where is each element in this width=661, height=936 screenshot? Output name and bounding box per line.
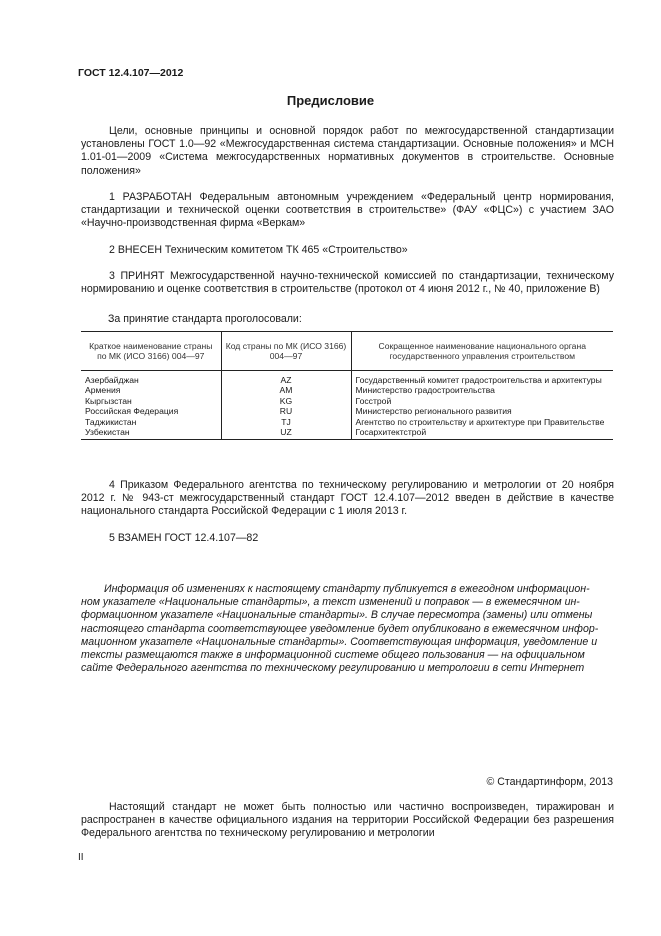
info-notice-line: Информация об изменениях к настоящему стандарту публикуется в ежегодном информацион- bbox=[104, 583, 590, 595]
cell-code: KG bbox=[221, 396, 351, 406]
cell-body: Государственный комитет градостроительства и архитектуры bbox=[351, 371, 613, 386]
cell-code: UZ bbox=[221, 427, 351, 440]
info-notice-line: ном указателе «Национальные стандарты», а текст изменений и поправок — в ежемесячном ин- bbox=[81, 596, 580, 609]
table-row bbox=[81, 371, 613, 386]
header-body: Сокращенное наименование национального органа государственного управления строительством bbox=[351, 332, 613, 371]
cell-country: Российская Федерация bbox=[85, 406, 179, 417]
cell-country: Узбекистан bbox=[81, 427, 221, 440]
header-country: Краткое наименование страны по МК (ИСО 3166) 004—97 bbox=[81, 332, 221, 371]
cell-body: Госстрой bbox=[351, 396, 613, 406]
table-row bbox=[81, 396, 613, 406]
info-notice-line: сайте Федерального агентства по техническому регулированию и метрологии в сети Интернет bbox=[81, 662, 585, 675]
page-number: II bbox=[78, 852, 84, 863]
info-notice-line: тексты размещаются также в информационной системе общего пользования — на официальном bbox=[81, 649, 585, 662]
item-order: 4 Приказом Федерального агентства по техническому регулированию и метрологии от 20 ноября 2012 г. № 943-ст межгосударственный стандарт ГОСТ 12.4.107—2012 введен в действие в качестве национального стандарта Российской Федерации с 1 июля 2013 г. bbox=[81, 479, 614, 518]
table-row bbox=[81, 427, 613, 440]
item-developed: 1 РАЗРАБОТАН Федеральным автономным учреждением «Федеральный центр нормирования, стандартизации и технической оценки соответствия в строительстве» (ФАУ «ФЦС») с участием ЗАО «Научно-производственная фирма «Веркам» bbox=[81, 191, 614, 230]
cell-code: TJ bbox=[221, 417, 351, 427]
info-notice-line: мационном указателе «Национальные стандарты». Соответствующая информация, уведомление и bbox=[81, 635, 598, 648]
cell-body: Министерство регионального развития bbox=[351, 406, 613, 416]
cell-country: Кыргызстан bbox=[85, 395, 132, 406]
cell-body: Министерство градостроительства bbox=[351, 385, 613, 395]
copyright: © Стандартинформ, 2013 bbox=[486, 776, 613, 788]
table-row bbox=[81, 417, 613, 427]
cell-country: Азербайджан bbox=[85, 375, 139, 385]
cell-code: AZ bbox=[221, 371, 351, 386]
reproduction-notice: Настоящий стандарт не может быть полностью или частично воспроизведен, тиражирован и распространен в качестве официального издания на территории Российской Федерации без разрешения Федерального агентства по техническому регулированию и метрологии bbox=[81, 801, 614, 840]
vote-table-header-row bbox=[81, 332, 613, 371]
info-notice-line: настоящего стандарта соответствующее уведомление будет опубликовано в ежемесячном инфор- bbox=[81, 622, 599, 635]
table-row bbox=[81, 406, 613, 416]
cell-body: Госархитектстрой bbox=[351, 427, 613, 440]
cell-code: RU bbox=[221, 406, 351, 416]
cell-country: Таджикистан bbox=[85, 416, 137, 427]
item-adopted: 3 ПРИНЯТ Межгосударственной научно-технической комиссией по стандартизации, техническому нормированию и оценке соответствия в строительстве (протокол от 4 июня 2012 г., № 40, приложение В) bbox=[81, 270, 614, 296]
cell-body: Агентство по строительству и архитектуре при Правительстве bbox=[351, 417, 613, 427]
info-notice-line: формационном указателе «Национальные стандарты». В случае пересмотра (замены) или отмены bbox=[81, 609, 593, 622]
cell-country: Армения bbox=[85, 385, 121, 396]
document-code-header: ГОСТ 12.4.107—2012 bbox=[78, 67, 184, 79]
table-row bbox=[81, 385, 613, 395]
intro-paragraph: Цели, основные принципы и основной порядок работ по межгосударственной стандартизации установлены ГОСТ 1.0—92 «Межгосударственная система стандартизации. Основные положения» и МСН 1.01-01—2009 «Система межгосударственных нормативных документов в строительстве. Основные положения» bbox=[81, 125, 614, 177]
page-title: Предисловие bbox=[286, 93, 375, 108]
vote-table-caption: За принятие стандарта проголосовали: bbox=[108, 313, 302, 325]
item-introduced: 2 ВНЕСЕН Техническим комитетом ТК 465 «Строительство» bbox=[109, 244, 408, 256]
header-code: Код страны по МК (ИСО 3166) 004—97 bbox=[221, 332, 351, 371]
cell-code: AM bbox=[221, 385, 351, 395]
info-notice bbox=[81, 583, 614, 675]
item-replaces: 5 ВЗАМЕН ГОСТ 12.4.107—82 bbox=[109, 532, 259, 544]
vote-table bbox=[81, 331, 613, 440]
